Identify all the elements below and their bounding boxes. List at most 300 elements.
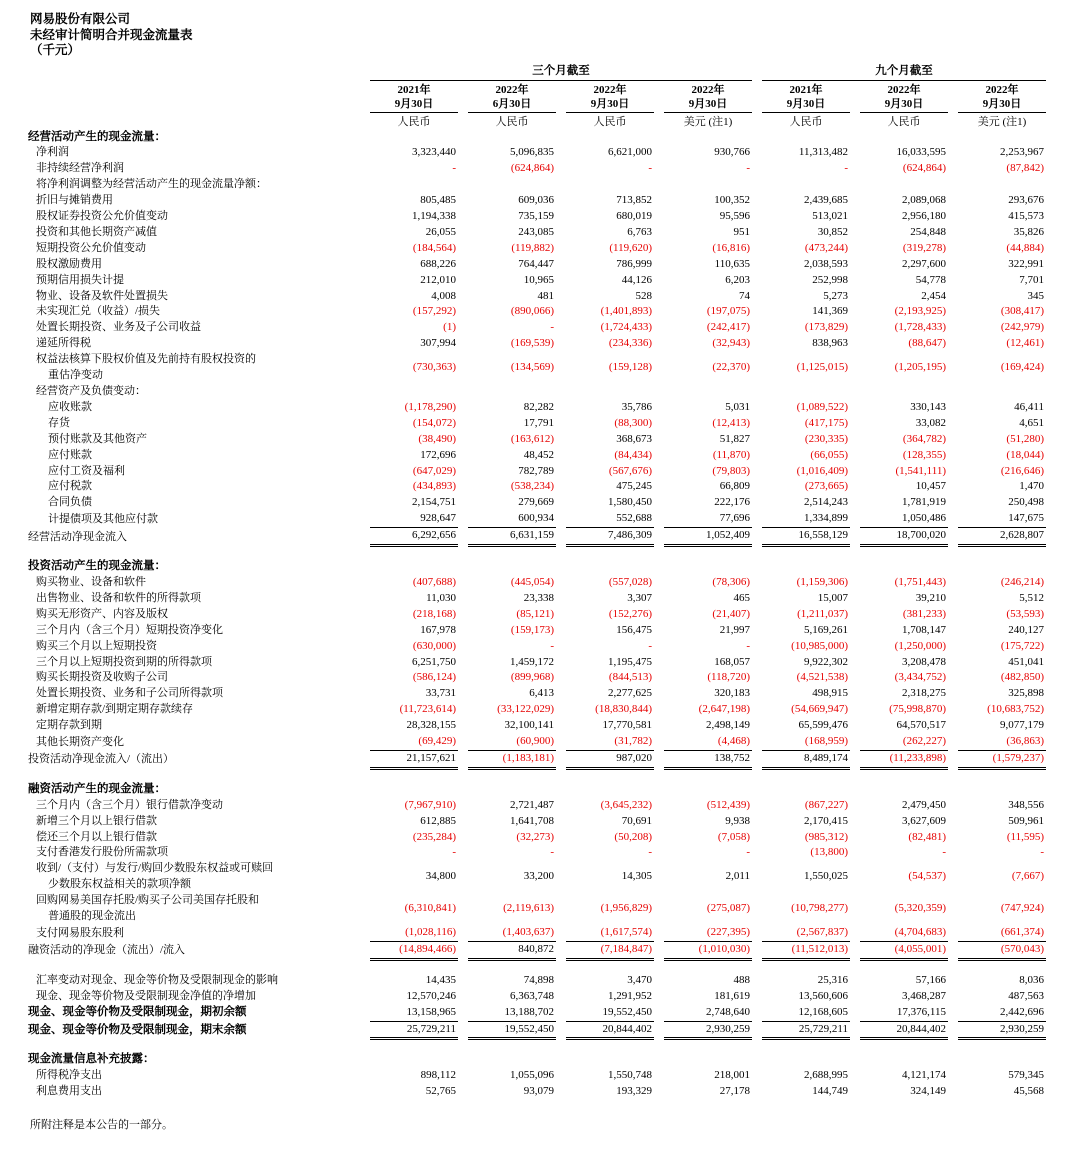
value-cell: - — [844, 162, 848, 175]
value-cell: (13,800) — [810, 846, 848, 859]
value-cell: 951 — [733, 225, 750, 238]
value-cell: 147,675 — [958, 511, 1046, 528]
spacer-row — [28, 961, 1046, 973]
value-cell: 26,055 — [425, 225, 456, 238]
value-cell: (235,284) — [412, 830, 456, 843]
value-cell: 2,318,275 — [902, 687, 946, 700]
row-label: 经营活动产生的现金流量： — [28, 130, 166, 143]
row-label: 三个月内（含三个月）银行借款净变动 — [36, 798, 223, 811]
table-row — [28, 925, 1046, 942]
value-cell: 1,291,952 — [608, 989, 652, 1002]
value-cell: (36,863) — [958, 734, 1046, 751]
row-label: 其他长期资产变化 — [36, 735, 124, 748]
value-cell: (32,273) — [516, 830, 554, 843]
row-label: 融资活动的净现金（流出）/流入 — [28, 944, 186, 957]
value-cell: (899,968) — [510, 671, 554, 684]
value-cell: (1,178,290) — [404, 400, 456, 413]
value-cell: 324,149 — [910, 1085, 946, 1098]
table-row — [28, 559, 1046, 575]
row-label: 非持续经营净利润 — [36, 162, 124, 175]
value-cell: 5,096,835 — [510, 146, 554, 159]
row-label: 投资活动产生的现金流量： — [28, 560, 166, 573]
value-cell: (54,537) — [908, 870, 946, 883]
value-cell: 1,052,409 — [664, 528, 752, 547]
value-cell: 6,413 — [529, 687, 554, 700]
value-cell: 168,057 — [714, 655, 750, 668]
value-cell: (14,894,466) — [370, 942, 458, 961]
value-cell: (567,676) — [608, 464, 652, 477]
table-row — [28, 432, 1046, 448]
value-cell: 44,126 — [621, 273, 652, 286]
value-cell: (66,055) — [810, 448, 848, 461]
value-cell: (1) — [443, 321, 456, 334]
row-label: 计提债项及其他应付款 — [48, 512, 158, 525]
column-date: 2022年 9月30日 — [566, 81, 654, 113]
value-cell: (538,234) — [510, 480, 554, 493]
table-row — [28, 718, 1046, 734]
value-cell: - — [452, 162, 456, 175]
row-label: 回购网易美国存托股/购买子公司美国存托股和 普通股的现金流出 — [36, 894, 260, 923]
table-row — [28, 273, 1046, 289]
value-cell: 307,994 — [420, 337, 456, 350]
value-cell: 987,020 — [566, 751, 654, 770]
value-cell: 345 — [1027, 289, 1044, 302]
value-cell: (10,798,277) — [791, 902, 848, 915]
table-row — [28, 241, 1046, 257]
table-row — [28, 177, 1046, 193]
value-cell: (79,803) — [712, 464, 750, 477]
value-cell: (11,233,898) — [860, 751, 948, 770]
value-cell: (275,087) — [706, 902, 750, 915]
value-cell — [468, 1052, 556, 1068]
column-date: 2022年 6月30日 — [468, 81, 556, 113]
value-cell: 25,729,211 — [370, 1022, 458, 1041]
spacer-row — [28, 547, 1046, 559]
value-cell: 3,468,287 — [902, 989, 946, 1002]
value-cell: 2,628,807 — [958, 528, 1046, 547]
value-cell: (1,016,409) — [796, 464, 848, 477]
row-label: 利息费用支出 — [36, 1085, 102, 1098]
value-cell: 218,001 — [714, 1069, 750, 1082]
value-cell: 1,708,147 — [902, 623, 946, 636]
value-cell: 1,470 — [1019, 480, 1044, 493]
value-cell: (1,183,181) — [468, 751, 556, 770]
value-cell: 9,938 — [725, 814, 750, 827]
row-label: 合同负债 — [48, 496, 92, 509]
value-cell: 325,898 — [1008, 687, 1044, 700]
row-label: 融资活动产生的现金流量： — [28, 782, 166, 795]
value-cell: (4,521,538) — [796, 671, 848, 684]
value-cell: (51,280) — [1006, 432, 1044, 445]
value-cell: 2,748,640 — [664, 1005, 752, 1022]
row-label: 现金、现金等价物及受限制现金，期末余额 — [28, 1024, 247, 1037]
value-cell: (4,704,683) — [860, 925, 948, 942]
value-cell: 488 — [733, 973, 750, 986]
value-cell: 28,328,155 — [406, 719, 456, 732]
value-cell: (1,617,574) — [566, 925, 654, 942]
value-cell: 451,041 — [1008, 655, 1044, 668]
value-cell: (2,193,925) — [894, 305, 946, 318]
value-cell: 30,852 — [817, 225, 848, 238]
value-cell: (1,010,030) — [664, 942, 752, 961]
value-cell — [566, 1052, 654, 1068]
value-cell: (273,665) — [804, 480, 848, 493]
value-cell: 1,459,172 — [510, 655, 554, 668]
table-row — [28, 495, 1046, 511]
value-cell: (2,119,613) — [503, 902, 554, 915]
column-currency: 人民币 — [887, 115, 921, 128]
value-cell: 10,965 — [523, 273, 554, 286]
value-cell: 612,885 — [420, 814, 456, 827]
column-currency: 人民币 — [397, 115, 431, 128]
value-cell: (157,292) — [412, 305, 456, 318]
value-cell: (1,205,195) — [894, 361, 946, 374]
value-cell: 609,036 — [518, 194, 554, 207]
value-cell: 1,055,096 — [510, 1069, 554, 1082]
table-row — [28, 384, 1046, 400]
value-cell: 193,329 — [616, 1085, 652, 1098]
table-row — [28, 655, 1046, 671]
value-cell: (381,233) — [902, 607, 946, 620]
value-cell: 25,316 — [817, 973, 848, 986]
value-cell: 6,621,000 — [608, 146, 652, 159]
value-cell — [566, 177, 654, 193]
row-label: 现金、现金等价物及受限制现金净值的净增加 — [36, 989, 256, 1002]
value-cell: (168,959) — [762, 734, 850, 751]
row-label: 未实现汇兑（收益）/损失 — [36, 305, 161, 318]
value-cell: 6,763 — [627, 225, 652, 238]
column-date: 2022年 9月30日 — [664, 81, 752, 113]
value-cell: 9,922,302 — [804, 655, 848, 668]
value-cell: 167,978 — [420, 623, 456, 636]
table-row — [28, 1084, 1046, 1100]
value-cell: 5,512 — [1019, 591, 1044, 604]
value-cell: 52,765 — [425, 1085, 456, 1098]
value-cell: (647,029) — [412, 464, 456, 477]
value-cell: 498,915 — [812, 687, 848, 700]
value-cell: (44,884) — [1006, 241, 1044, 254]
value-cell: 240,127 — [1008, 623, 1044, 636]
value-cell: (364,782) — [902, 432, 946, 445]
value-cell: (3,645,232) — [600, 798, 652, 811]
value-cell: 2,011 — [725, 870, 750, 883]
value-cell: 2,930,259 — [664, 1022, 752, 1041]
value-cell: 51,827 — [719, 432, 750, 445]
value-cell: (11,870) — [712, 448, 750, 461]
period-group-row — [28, 63, 1046, 81]
value-cell: 5,031 — [725, 400, 750, 413]
row-label: 新增三个月以上银行借款 — [36, 814, 157, 827]
value-cell: (7,058) — [717, 830, 750, 843]
table-row — [28, 320, 1046, 336]
value-cell: (87,842) — [1006, 162, 1044, 175]
value-cell: (417,175) — [804, 416, 848, 429]
value-cell — [860, 559, 948, 575]
value-cell: 764,447 — [518, 257, 554, 270]
value-cell: (184,564) — [412, 241, 456, 254]
value-cell: (88,300) — [614, 416, 652, 429]
value-cell: 25,729,211 — [762, 1022, 850, 1041]
value-cell: 4,651 — [1019, 416, 1044, 429]
value-cell: 16,033,595 — [896, 146, 946, 159]
value-cell: - — [746, 162, 750, 175]
value-cell: (661,374) — [958, 925, 1046, 942]
value-cell — [860, 782, 948, 798]
value-cell: 1,641,708 — [510, 814, 554, 827]
value-cell: 1,195,475 — [608, 655, 652, 668]
footnote: 所附注释是本公告的一部分。 — [30, 1119, 173, 1132]
row-label: 所得税净支出 — [36, 1069, 102, 1082]
table-row — [28, 479, 1046, 495]
table-row — [28, 225, 1046, 241]
value-cell: - — [452, 846, 456, 859]
value-cell: (747,924) — [1000, 902, 1044, 915]
value-cell: (128,355) — [902, 448, 946, 461]
value-cell: (53,593) — [1006, 607, 1044, 620]
value-cell: (434,893) — [412, 480, 456, 493]
value-cell: 93,079 — [523, 1085, 554, 1098]
value-cell — [664, 130, 752, 146]
row-label: 物业、设备及软件处置损失 — [36, 289, 168, 302]
value-cell — [566, 559, 654, 575]
table-row — [28, 161, 1046, 177]
value-cell: 330,143 — [910, 400, 946, 413]
table-row — [28, 686, 1046, 702]
value-cell: (1,579,237) — [958, 751, 1046, 770]
value-cell: (319,278) — [902, 241, 946, 254]
table-row — [28, 830, 1046, 846]
table-row — [28, 464, 1046, 480]
value-cell: 9,077,179 — [1000, 719, 1044, 732]
value-cell: 77,696 — [664, 511, 752, 528]
value-cell: 4,121,174 — [902, 1069, 946, 1082]
value-cell: 838,963 — [812, 337, 848, 350]
row-label: 支付网易股东股利 — [36, 926, 124, 939]
value-cell: - — [1040, 846, 1044, 859]
value-cell: 293,676 — [1008, 194, 1044, 207]
table-row — [28, 591, 1046, 607]
value-cell: (308,417) — [1000, 305, 1044, 318]
row-label: 应付账款 — [48, 448, 92, 461]
value-cell: 14,305 — [621, 870, 652, 883]
value-cell: 6,363,748 — [510, 989, 554, 1002]
value-cell: (38,490) — [418, 432, 456, 445]
value-cell: (18,830,844) — [595, 703, 652, 716]
value-cell: (246,214) — [1000, 575, 1044, 588]
value-cell — [958, 384, 1046, 400]
value-cell: 74,898 — [523, 973, 554, 986]
value-cell: 82,282 — [523, 400, 554, 413]
value-cell — [370, 384, 458, 400]
row-label: 投资和其他长期资产减值 — [36, 225, 157, 238]
value-cell: 13,158,965 — [370, 1005, 458, 1022]
page — [0, 12, 1076, 1154]
value-cell — [958, 559, 1046, 575]
table-row — [28, 1068, 1046, 1084]
value-cell: 320,183 — [714, 687, 750, 700]
value-cell: 243,085 — [518, 225, 554, 238]
value-cell: 39,210 — [915, 591, 946, 604]
value-cell: 12,570,246 — [406, 989, 456, 1002]
value-cell: (159,173) — [510, 623, 554, 636]
value-cell: 13,188,702 — [468, 1005, 556, 1022]
column-currency: 美元 (注1) — [683, 115, 733, 128]
value-cell: 12,168,605 — [762, 1005, 850, 1022]
row-label: 收到/（支付）与发行/购回少数股东权益或可赎回 少数股东权益相关的款项净额 — [36, 862, 274, 891]
value-cell: 1,050,486 — [860, 511, 948, 528]
value-cell: 21,157,621 — [370, 751, 458, 770]
table-row — [28, 575, 1046, 591]
value-cell: 17,791 — [523, 416, 554, 429]
table-row — [28, 130, 1046, 146]
value-cell: (557,028) — [608, 575, 652, 588]
value-cell — [664, 1052, 752, 1068]
row-label: 折旧与摊销费用 — [36, 194, 113, 207]
value-cell — [370, 1052, 458, 1068]
value-cell: 928,647 — [370, 511, 458, 528]
value-cell: 35,826 — [1013, 225, 1044, 238]
row-label: 处置长期投资、业务及子公司收益 — [36, 321, 201, 334]
value-cell: 222,176 — [714, 496, 750, 509]
table-row — [28, 989, 1046, 1005]
value-cell: 552,688 — [566, 511, 654, 528]
value-cell: (4,055,001) — [860, 942, 948, 961]
table-row — [28, 751, 1046, 770]
value-cell: 181,619 — [714, 989, 750, 1002]
value-cell: 1,334,899 — [762, 511, 850, 528]
value-cell: 35,786 — [621, 400, 652, 413]
value-cell — [468, 130, 556, 146]
value-cell: 279,669 — [518, 496, 554, 509]
value-cell: 481 — [537, 289, 554, 302]
value-cell — [958, 1052, 1046, 1068]
value-cell: 212,010 — [420, 273, 456, 286]
value-cell: (85,121) — [516, 607, 554, 620]
row-label: 递延所得税 — [36, 337, 91, 350]
value-cell: 252,998 — [812, 273, 848, 286]
value-cell: (78,306) — [712, 575, 750, 588]
value-cell: (1,728,433) — [894, 321, 946, 334]
value-cell — [468, 177, 556, 193]
value-cell: 840,872 — [468, 942, 556, 961]
value-cell — [958, 177, 1046, 193]
table-body — [28, 130, 1046, 1101]
value-cell — [762, 782, 850, 798]
value-cell: 5,273 — [823, 289, 848, 302]
value-cell: 2,514,243 — [804, 496, 848, 509]
row-label: 投资活动净现金流入/（流出） — [28, 753, 175, 766]
value-cell: 100,352 — [714, 194, 750, 207]
row-label: 经营活动净现金流入 — [28, 530, 127, 543]
value-cell — [762, 559, 850, 575]
value-cell: (730,363) — [412, 361, 456, 374]
table-row — [28, 448, 1046, 464]
table-row — [28, 814, 1046, 830]
value-cell: 17,770,581 — [602, 719, 652, 732]
value-cell: (5,320,359) — [894, 902, 946, 915]
value-cell: 898,112 — [420, 1069, 456, 1082]
value-cell: 2,479,450 — [902, 798, 946, 811]
value-cell: (1,751,443) — [894, 575, 946, 588]
value-cell: 2,439,685 — [804, 194, 848, 207]
value-cell: 2,930,259 — [958, 1022, 1046, 1041]
row-label: 购买物业、设备和软件 — [36, 575, 146, 588]
value-cell: (75,998,870) — [889, 703, 946, 716]
value-cell — [860, 384, 948, 400]
value-cell: (6,310,841) — [404, 902, 456, 915]
value-cell: 3,307 — [627, 591, 652, 604]
value-cell: 2,498,149 — [706, 719, 750, 732]
value-cell: 1,781,919 — [902, 496, 946, 509]
value-cell: 138,752 — [664, 751, 752, 770]
value-cell: (7,184,847) — [566, 942, 654, 961]
table-row — [28, 702, 1046, 718]
value-cell: 2,297,600 — [902, 257, 946, 270]
value-cell: (445,054) — [510, 575, 554, 588]
value-cell: (624,864) — [902, 162, 946, 175]
value-cell: 2,277,625 — [608, 687, 652, 700]
value-cell: (82,481) — [908, 830, 946, 843]
value-cell: (84,434) — [614, 448, 652, 461]
value-cell: 2,721,487 — [510, 798, 554, 811]
table-row — [28, 1052, 1046, 1068]
value-cell: 15,007 — [817, 591, 848, 604]
value-cell: 2,688,995 — [804, 1069, 848, 1082]
value-cell: (624,864) — [510, 162, 554, 175]
value-cell: (69,429) — [370, 734, 458, 751]
value-cell: 3,208,478 — [902, 655, 946, 668]
row-label: 购买三个月以上短期投资 — [36, 639, 157, 652]
value-cell: 4,008 — [431, 289, 456, 302]
value-cell: (230,335) — [804, 432, 848, 445]
table-row — [28, 1022, 1046, 1041]
table-row — [28, 623, 1046, 639]
row-label: 定期存款到期 — [36, 719, 102, 732]
table-row — [28, 782, 1046, 798]
value-cell: 6,292,656 — [370, 528, 458, 547]
value-cell: (1,403,637) — [468, 925, 556, 942]
value-cell — [468, 559, 556, 575]
row-label: 三个月以上短期投资到期的所得款项 — [36, 655, 212, 668]
value-cell: 16,558,129 — [762, 528, 850, 547]
value-cell — [566, 782, 654, 798]
value-cell: 5,169,261 — [804, 623, 848, 636]
value-cell: (173,829) — [804, 321, 848, 334]
value-cell: (50,208) — [614, 830, 652, 843]
row-label: 购买长期投资及收购子公司 — [36, 671, 168, 684]
unit-note: （千元） — [30, 43, 81, 57]
company-name: 网易股份有限公司 — [30, 12, 131, 26]
value-cell — [860, 1052, 948, 1068]
value-cell — [566, 130, 654, 146]
value-cell: 1,550,748 — [608, 1069, 652, 1082]
value-cell: 2,154,751 — [412, 496, 456, 509]
value-cell: (119,882) — [511, 241, 554, 254]
value-cell: 32,100,141 — [504, 719, 554, 732]
value-cell: 1,580,450 — [608, 496, 652, 509]
row-label: 偿还三个月以上银行借款 — [36, 830, 157, 843]
row-label: 预期信用损失计提 — [36, 273, 124, 286]
value-cell: 23,338 — [523, 591, 554, 604]
value-cell: (1,028,116) — [370, 925, 458, 942]
value-cell — [958, 130, 1046, 146]
value-cell: 368,673 — [616, 432, 652, 445]
column-currency: 美元 (注1) — [977, 115, 1027, 128]
value-cell: - — [746, 639, 750, 652]
value-cell: 6,251,750 — [412, 655, 456, 668]
value-cell: (1,956,829) — [600, 902, 652, 915]
statement-title: 未经审计简明合并现金流量表 — [30, 27, 193, 42]
